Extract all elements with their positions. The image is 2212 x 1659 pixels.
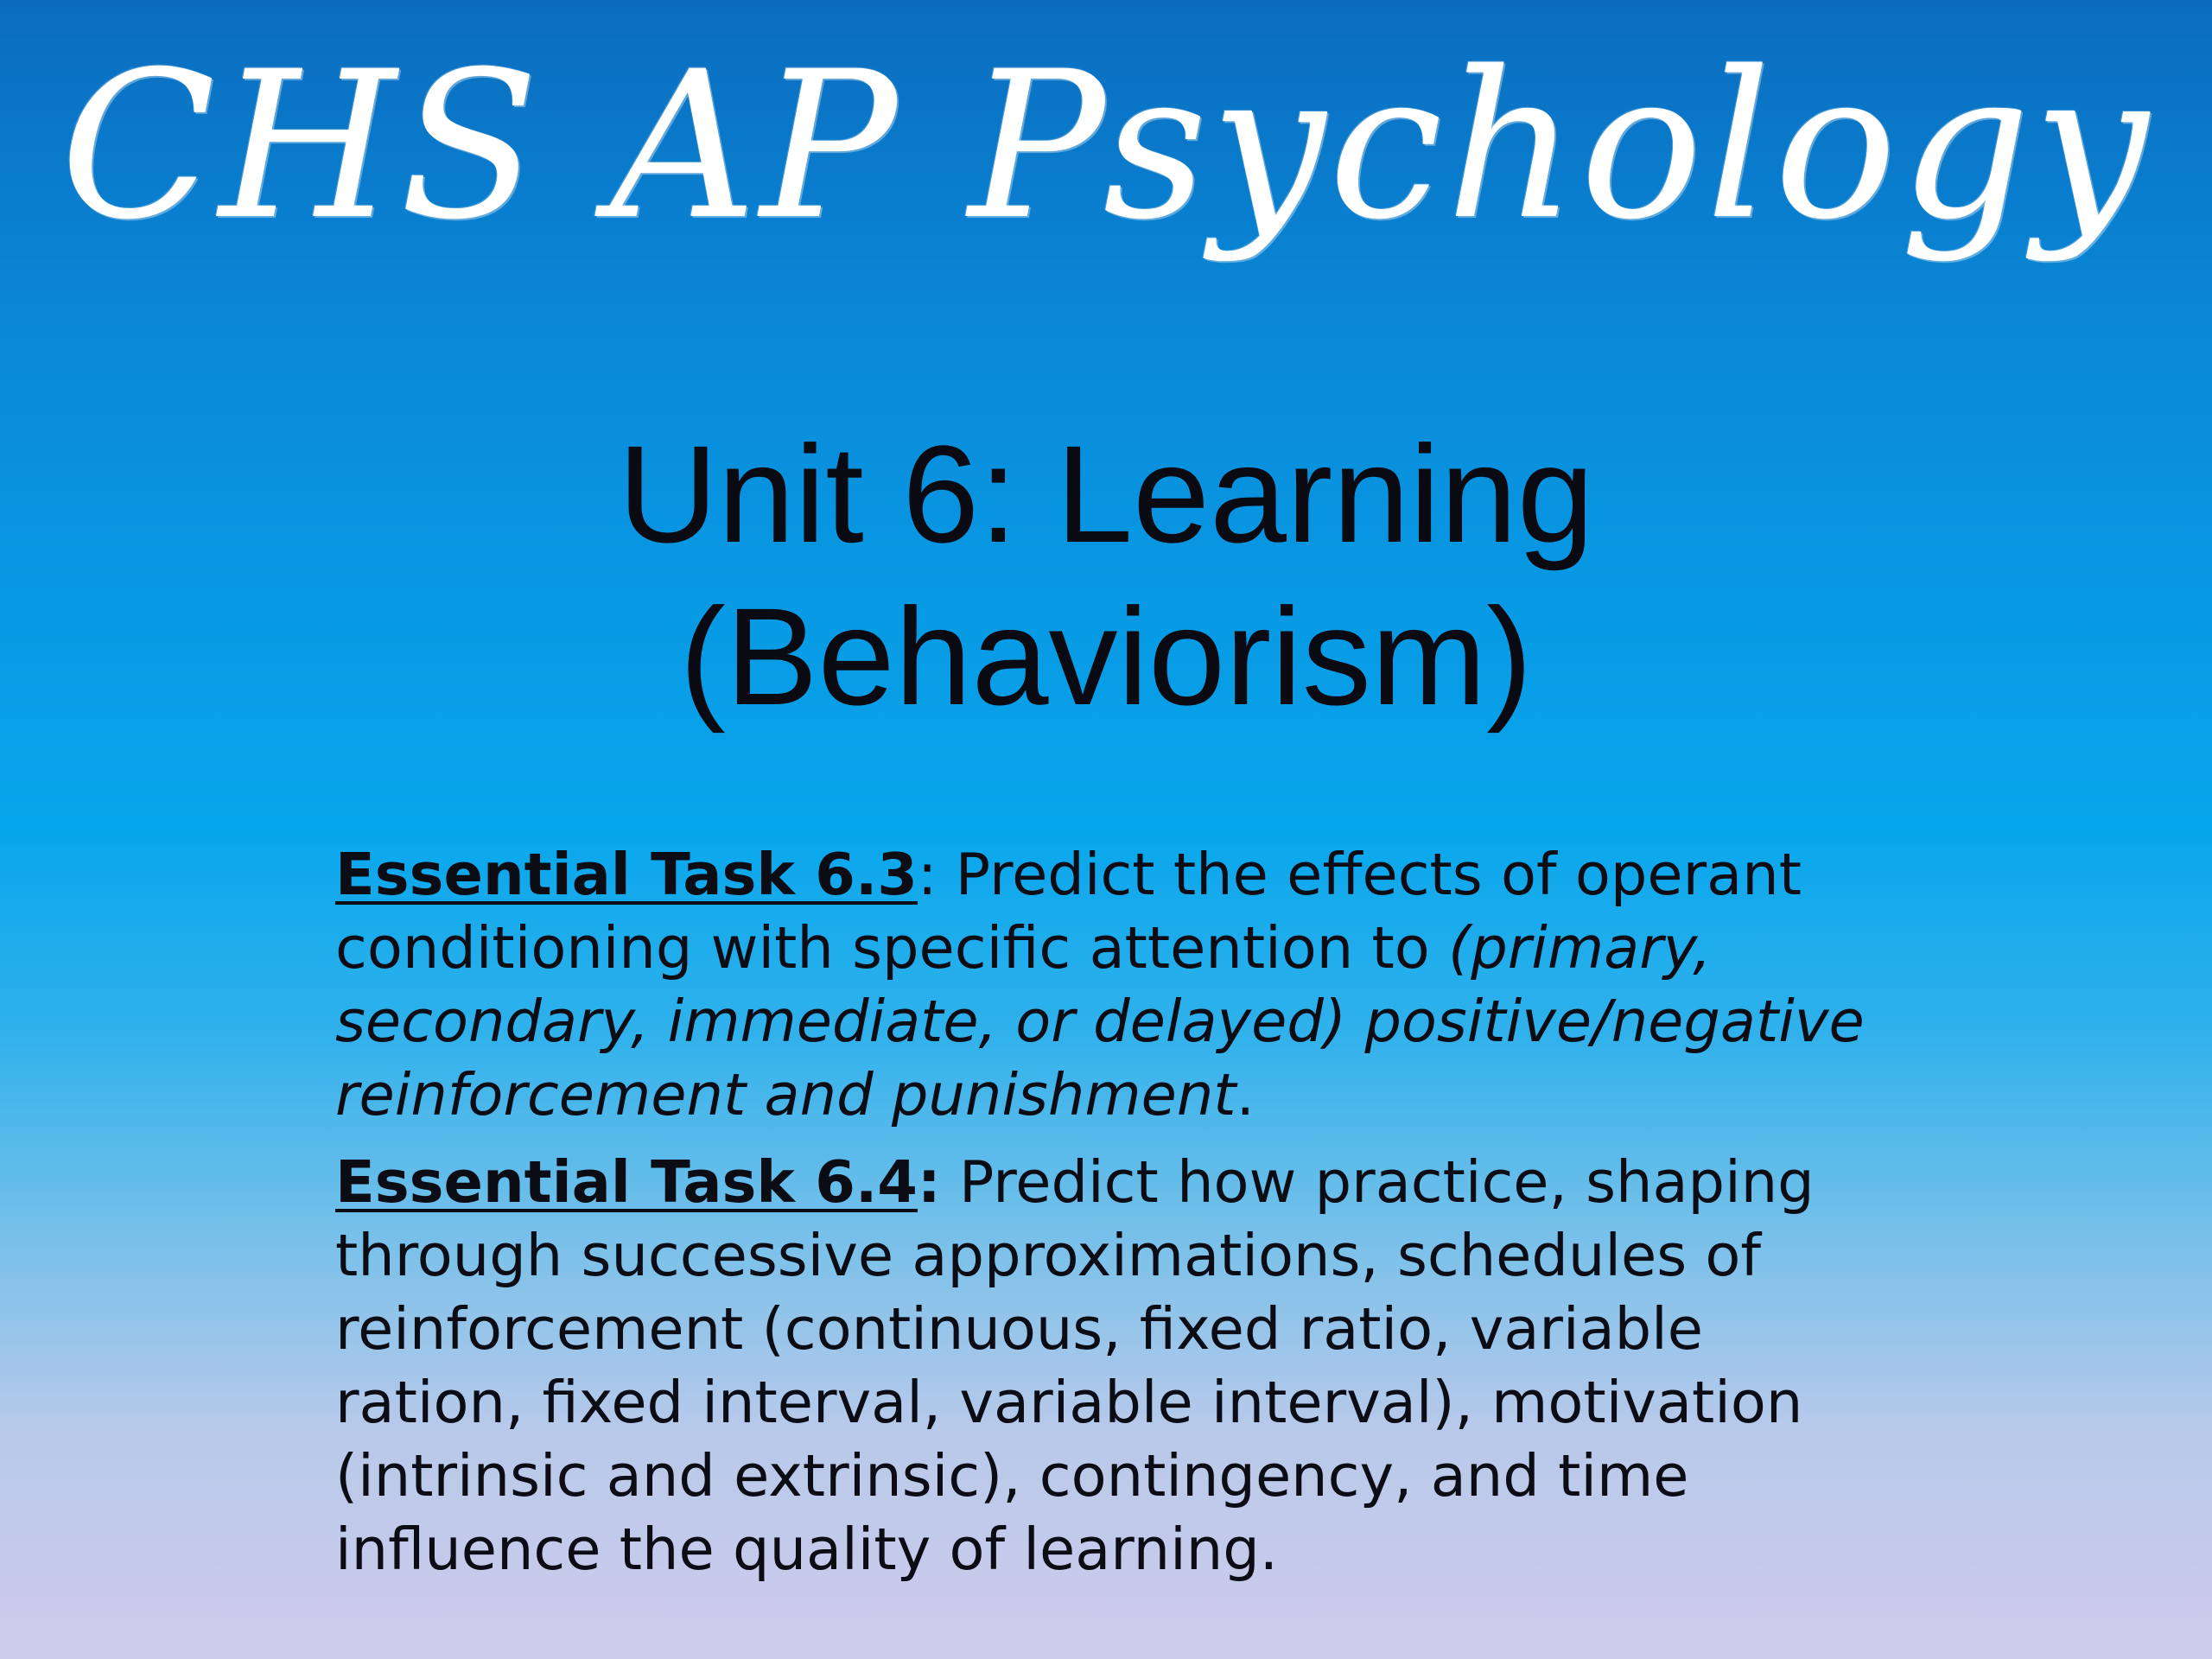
task-text: Predict the effects of operant conditioning with specific attention to bbox=[335, 841, 1802, 982]
unit-title-line-2: (Behaviorism) bbox=[679, 579, 1533, 734]
essential-task-6-3 bbox=[335, 838, 1882, 1132]
task-text: Predict how practice, shaping through successive approximations, schedules of reinforcement (continuous, fixed ratio, variable ration, fixed interval, variable interval), motivation (intrinsic and extrinsic), contingency, and time influence the quality of learning. bbox=[335, 1148, 1815, 1583]
task-colon: : bbox=[917, 1148, 941, 1216]
task-colon: : bbox=[917, 841, 938, 908]
task-text-end: . bbox=[1236, 1061, 1255, 1128]
essential-tasks bbox=[335, 838, 1882, 1586]
task-text-italic: (primary, secondary, immediate, or delayed) positive/negative reinforcement and punishment bbox=[335, 914, 1865, 1128]
unit-title bbox=[0, 413, 2212, 738]
course-title: CHS AP Psychology bbox=[60, 29, 2152, 264]
unit-title-line-1: Unit 6: Learning bbox=[618, 416, 1594, 571]
slide-header bbox=[0, 17, 2212, 294]
task-label: Essential Task 6.3 bbox=[335, 841, 918, 908]
task-label: Essential Task 6.4 bbox=[335, 1148, 918, 1216]
essential-task-6-4 bbox=[335, 1146, 1882, 1586]
